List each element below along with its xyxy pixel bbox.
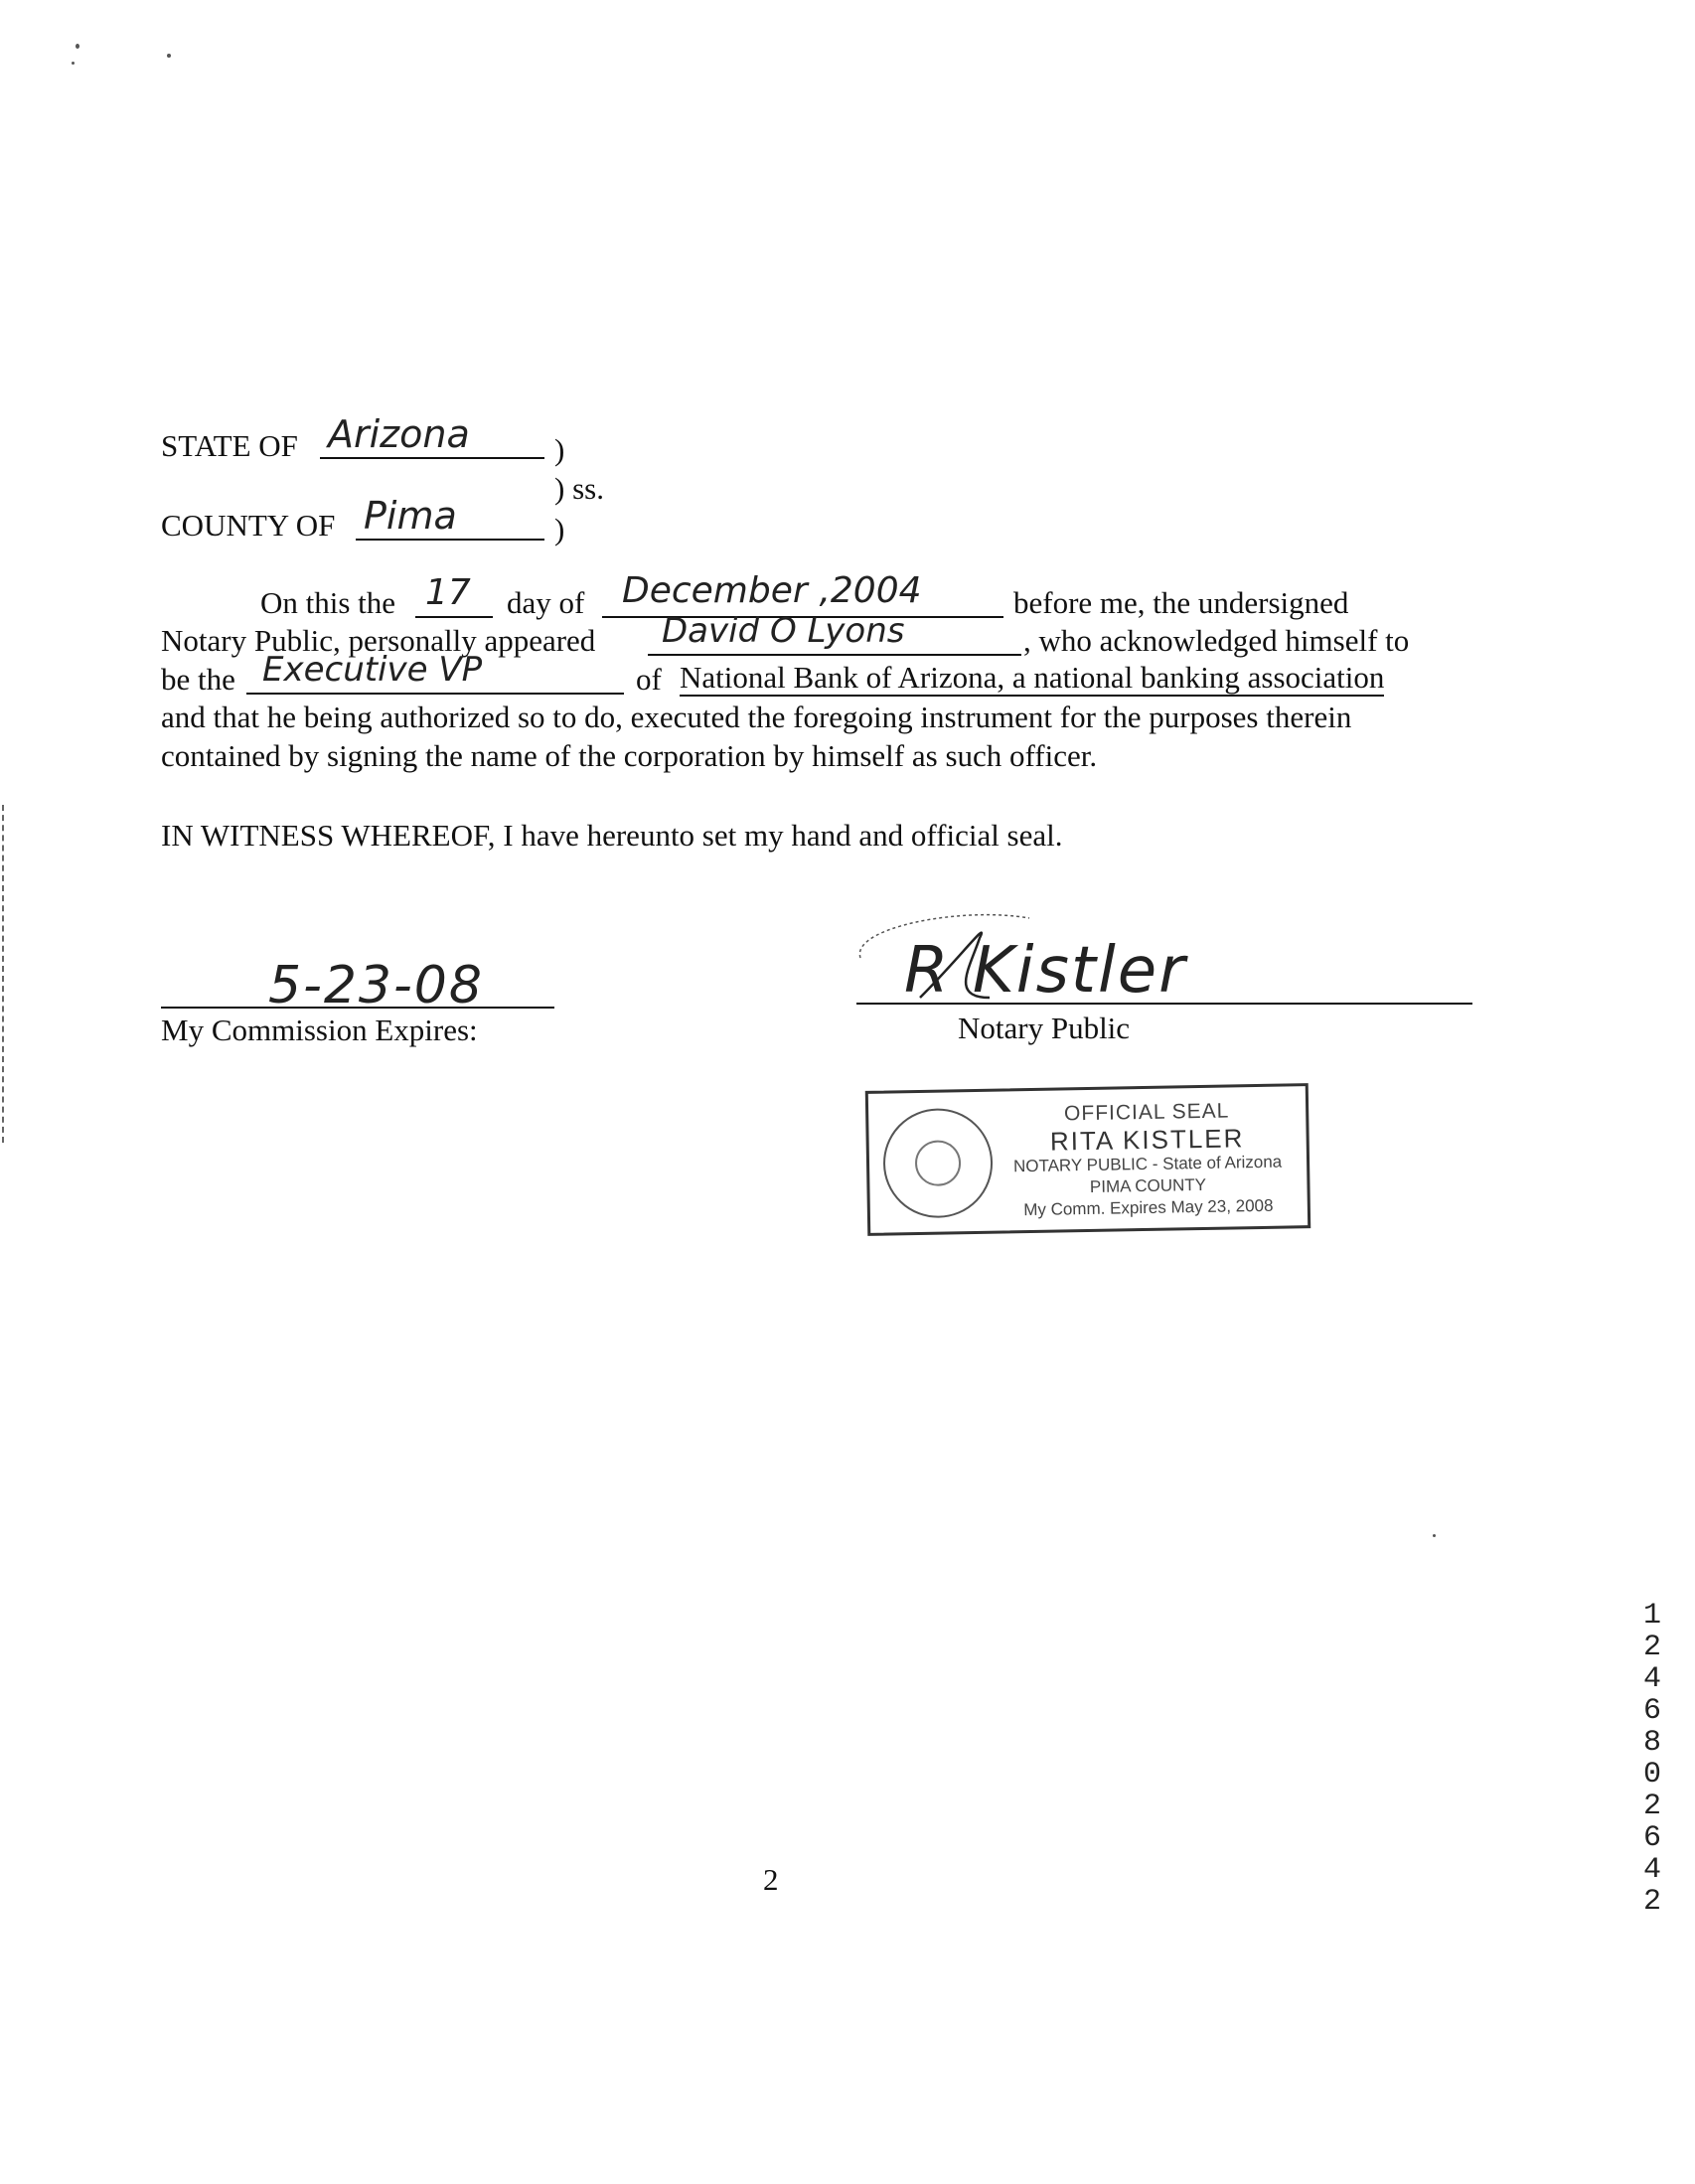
seal-line-5: My Comm. Expires May 23, 2008 — [1023, 1195, 1274, 1220]
notary-appeared: Notary Public, personally appeared — [161, 623, 596, 658]
state-seal-icon — [882, 1108, 994, 1219]
year-handwritten: ,2004 — [819, 570, 922, 611]
month-handwritten: December — [622, 570, 808, 611]
state-field — [320, 412, 544, 459]
scan-speck — [76, 44, 79, 49]
day-handwritten: 17 — [425, 572, 471, 613]
person-handwritten: David O Lyons — [662, 611, 905, 651]
ss-paren: ) ss. — [554, 471, 604, 506]
signature-handwritten: R Kistler — [904, 934, 1187, 1008]
title-handwritten: Executive VP — [262, 650, 483, 690]
seal-line-4: PIMA COUNTY — [1089, 1174, 1207, 1196]
county-label: COUNTY OF — [161, 508, 336, 543]
official-seal-stamp — [865, 1083, 1310, 1236]
of-text: of — [636, 662, 662, 697]
county-field — [356, 494, 544, 541]
before-me: before me, the undersigned — [1013, 585, 1349, 620]
document-number: 12468 02642 — [1642, 1599, 1661, 1919]
paragraph-line-4: and that he being authorized so to do, executed the foregoing instrument for the purposes therein — [161, 700, 1352, 734]
day-field — [415, 572, 493, 618]
seal-line-3: NOTARY PUBLIC - State of Arizona — [1012, 1152, 1283, 1176]
signature-rule — [856, 1003, 1472, 1005]
seal-line-2: RITA KISTLER — [1049, 1123, 1245, 1157]
be-the: be the — [161, 662, 235, 697]
commission-label: My Commission Expires: — [161, 1013, 478, 1047]
commission-date-handwritten: 5-23-08 — [268, 956, 484, 1015]
state-handwritten: Arizona — [328, 412, 470, 456]
notary-public-label: Notary Public — [958, 1011, 1131, 1045]
acknowledged-text: , who acknowledged himself to — [1023, 623, 1410, 658]
scan-speck — [167, 54, 171, 58]
county-paren: ) — [554, 512, 565, 546]
entity-name: National Bank of Arizona, a national banking association — [680, 660, 1385, 695]
scan-edge-mark — [2, 805, 6, 1143]
on-this-the: On this the — [260, 585, 396, 620]
commission-rule — [161, 1007, 554, 1009]
paragraph-line-5: contained by signing the name of the corporation by himself as such officer. — [161, 738, 1098, 773]
state-label: STATE OF — [161, 428, 298, 463]
county-handwritten: Pima — [364, 494, 457, 538]
person-field — [648, 611, 1021, 656]
seal-line-1: OFFICIAL SEAL — [1063, 1099, 1230, 1126]
scan-speck — [1433, 1534, 1436, 1537]
title-field — [246, 650, 624, 695]
scan-speck — [72, 62, 75, 65]
witness-clause: IN WITNESS WHEREOF, I have hereunto set my hand and official seal. — [161, 818, 1063, 853]
state-paren: ) — [554, 432, 565, 467]
day-of: day of — [507, 585, 585, 620]
page-number: 2 — [763, 1862, 779, 1897]
